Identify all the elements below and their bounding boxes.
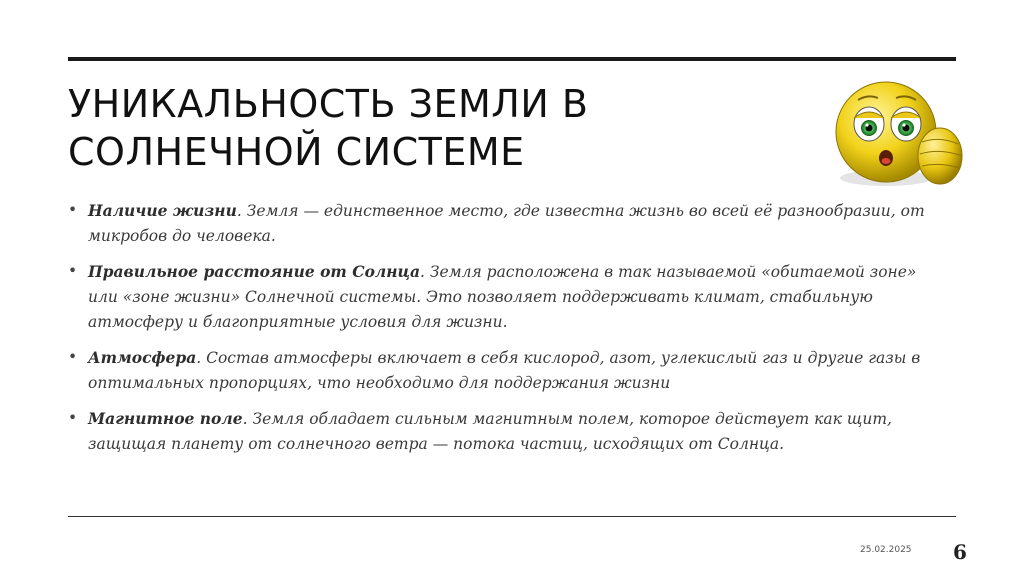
bullet-text: . Земля обладает сильным магнитным полем, которое действует как щит, защищая планету от солнечного ветра — потока частиц, исходящих от Солнца. bbox=[88, 410, 892, 453]
bullet-item bbox=[68, 198, 948, 249]
bottom-divider bbox=[68, 516, 956, 517]
bullet-item bbox=[68, 259, 948, 335]
bullet-term: Правильное расстояние от Солнца bbox=[88, 262, 421, 281]
slide-title: УНИКАЛЬНОСТЬ ЗЕМЛИ В СОЛНЕЧНОЙ СИСТЕМЕ bbox=[68, 82, 589, 174]
bullet-term: Магнитное поле bbox=[88, 409, 243, 428]
bullet-dot: • bbox=[68, 201, 78, 219]
bullet-term: Атмосфера bbox=[88, 348, 197, 367]
bullet-dot: • bbox=[68, 409, 78, 427]
bullet-text: . Земля — единственное место, где известна жизнь во всей её разнообразии, от микробов до человека. bbox=[88, 202, 925, 245]
top-divider bbox=[68, 57, 956, 61]
bullet-text: . Состав атмосферы включает в себя кислород, азот, углекислый газ и другие газы в оптимальных пропорциях, что необходимо для поддержания жизни bbox=[88, 349, 921, 392]
bullet-list bbox=[68, 198, 948, 467]
page-number: 6 bbox=[953, 540, 967, 564]
surprised-smiley-icon bbox=[814, 76, 984, 192]
slide-date: 25.02.2025 bbox=[860, 545, 912, 555]
bullet-dot: • bbox=[68, 348, 78, 366]
bullet-item bbox=[68, 406, 948, 457]
bullet-term: Наличие жизни bbox=[88, 201, 237, 220]
bullet-dot: • bbox=[68, 262, 78, 280]
bullet-item bbox=[68, 345, 948, 396]
bullet-text: . Земля расположена в так называемой «обитаемой зоне» или «зоне жизни» Солнечной системы. Это позволяет поддерживать климат, стабильную атмосферу и благоприятные условия для жизни. bbox=[88, 263, 917, 331]
